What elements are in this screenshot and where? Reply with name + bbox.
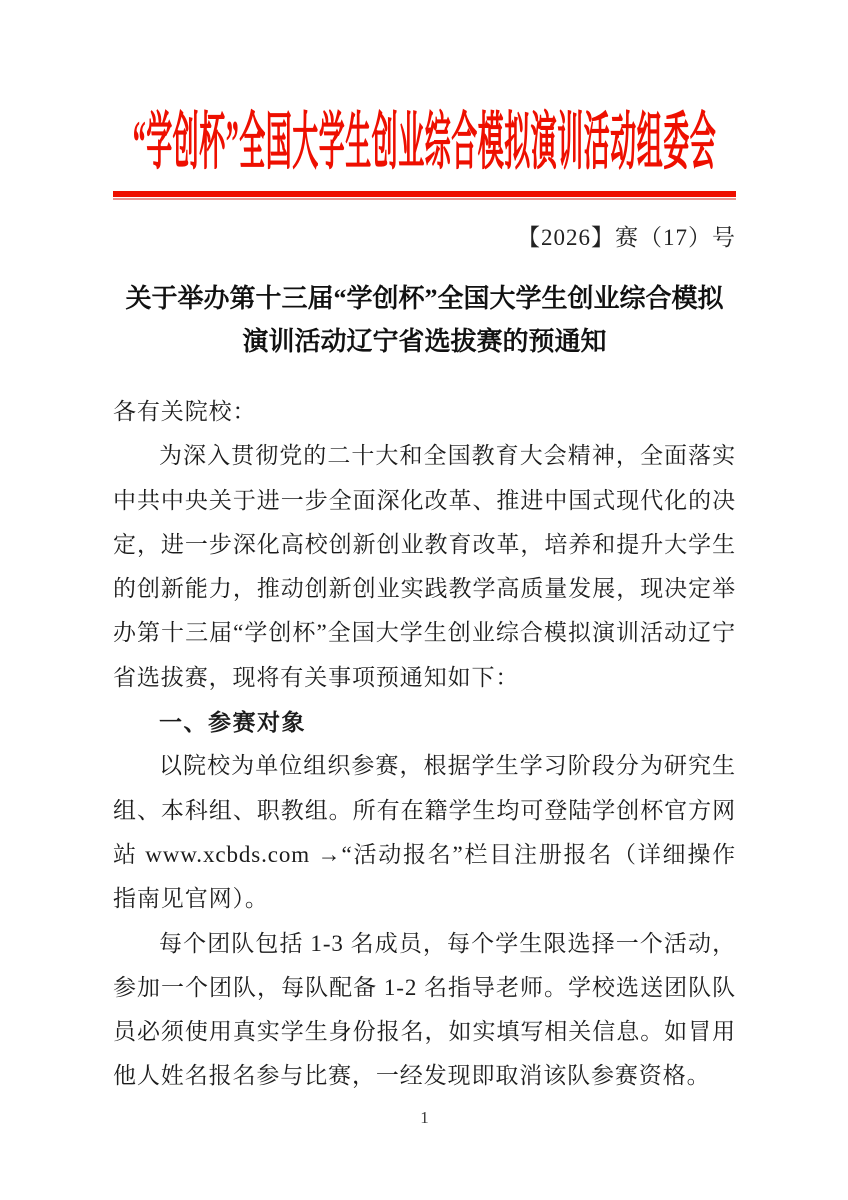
document-title-line-2: 演训活动辽宁省选拔赛的预通知 (242, 327, 607, 356)
page-footer (113, 1107, 736, 1129)
document-number: 【2026】赛（17）号 (517, 225, 736, 250)
divider-thick-line (113, 191, 736, 197)
letterhead (113, 107, 736, 178)
section-1-paragraph-1: 以院校为单位组织参赛，根据学生学习阶段分为研究生组、本科组、职教组。所有在籍学生均可登陆学创杯官方网站 www.xcbds.com →“活动报名”栏目注册报名（详细操作指南见官网）。 (113, 753, 736, 912)
document-title-line-1: 关于举办第十三届“学创杯”全国大学生创业综合模拟 (125, 284, 724, 313)
page-number: 1 (420, 1107, 429, 1127)
document-body (113, 390, 736, 1099)
section-1-heading: 一、参赛对象 (159, 709, 306, 736)
document-title (113, 277, 736, 363)
issuer-title: “学创杯”全国大学生创业综合模拟演训活动组委会 (132, 107, 717, 178)
letterhead-divider (113, 191, 736, 200)
document-content (113, 107, 736, 1129)
salutation: 各有关院校： (113, 399, 257, 424)
intro-paragraph: 为深入贯彻党的二十大和全国教育大会精神，全面落实中共中央关于进一步全面深化改革、推进中国式现代化的决定，进一步深化高校创新创业教育改革，培养和提升大学生的创新能力，推动创新创业实践教学高质量发展，现决定举办第十三届“学创杯”全国大学生创业综合模拟演训活动辽宁省选拔赛，现将有关事项预通知如下： (113, 443, 736, 690)
divider-thin-line (113, 198, 736, 200)
section-1-paragraph-2: 每个团队包括 1-3 名成员，每个学生限选择一个活动，参加一个团队，每队配备 1-2 名指导老师。学校选送团队队员必须使用真实学生身份报名，如实填写相关信息。如冒用他人姓名报名参与比赛，一经发现即取消该队参赛资格。 (113, 930, 736, 1089)
